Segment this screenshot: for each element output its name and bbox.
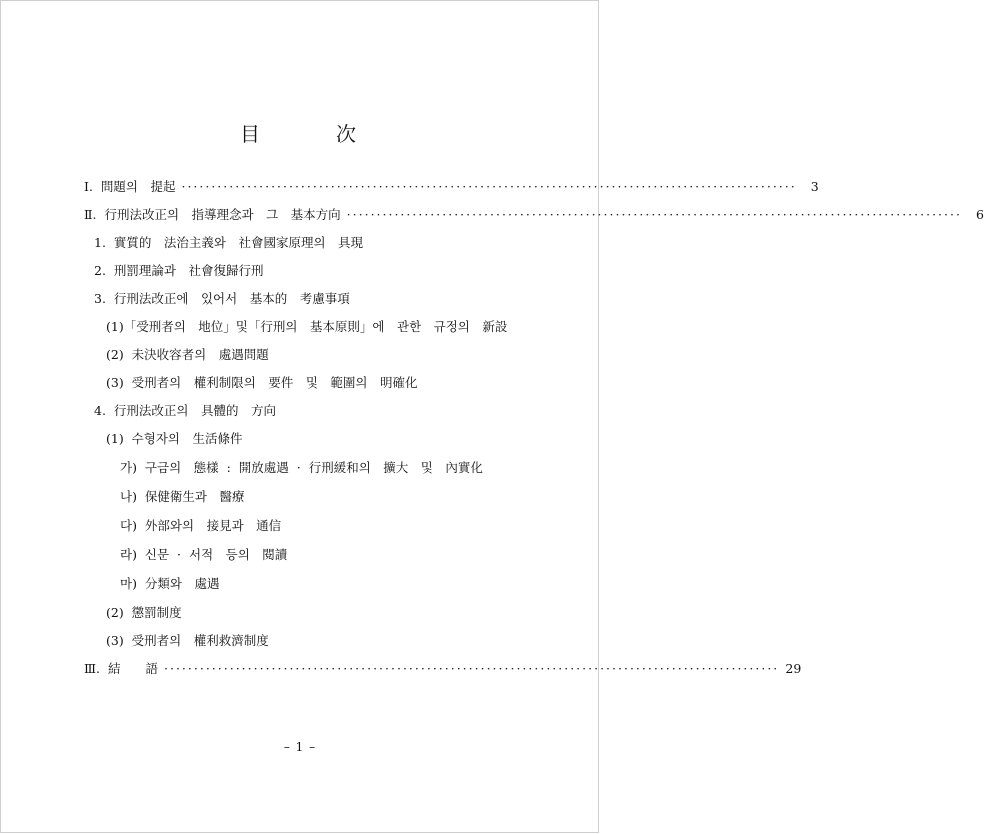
toc-entry-item[interactable] [120, 486, 550, 508]
toc-entry-section-1[interactable] [94, 232, 524, 254]
toc-entry-label: (2) 懲罰制度 [106, 605, 182, 620]
toc-entry-section-2[interactable] [94, 260, 524, 282]
toc-entry-item[interactable] [120, 457, 550, 479]
toc-entry-section-4[interactable] [94, 400, 524, 422]
toc-entry-label: 1. 實質的 法治主義와 社會國家原理의 具現 [94, 235, 364, 250]
toc-entry-label: 2. 刑罰理論과 社會復歸行刑 [94, 263, 264, 278]
toc-entry-label: 나) 保健衛生과 醫療 [120, 489, 245, 504]
toc-entry-item[interactable] [120, 515, 550, 537]
toc-entry-label: 마) 分類와 處遇 [120, 576, 220, 591]
toc-leader-dots: ······································································································· [164, 661, 780, 676]
toc-entry-label: (2) 未決收容者의 處遇問題 [106, 347, 269, 362]
toc-page-number: 3 [810, 179, 819, 194]
toc-entry-part-3[interactable] [84, 658, 802, 680]
toc-entry-label: 3. 行刑法改正에 있어서 基本的 考慮事項 [94, 291, 350, 306]
toc-entry-label: 가) 구금의 態樣 : 開放處遇 · 行刑緩和의 擴大 및 內實化 [120, 460, 483, 475]
toc-entry-label: Ⅲ. 結 語 [84, 661, 159, 676]
toc-entry-label: 4. 行刑法改正의 具體的 方向 [94, 403, 276, 418]
toc-entry-label: 다) 外部와의 接見과 通信 [120, 518, 282, 533]
toc-entry-item[interactable] [120, 573, 550, 595]
toc-leader-dots: ······································································································· [346, 207, 962, 222]
page-number-footer: – 1 – [283, 740, 317, 754]
toc-leader-dots: ······································································································· [181, 179, 797, 194]
toc-entry-section-3[interactable] [94, 288, 524, 310]
toc-entry-label: 라) 신문 · 서적 등의 閱讀 [120, 547, 288, 562]
toc-entry-label: (1) 수형자의 生活條件 [106, 431, 243, 446]
toc-entry-subsection[interactable] [106, 316, 536, 338]
toc-entry-label: (3) 受刑者의 權利制限의 要件 및 範圍의 明確化 [106, 375, 418, 390]
toc-entry-label: (1)「受刑者의 地位」및「行刑의 基本原則」에 관한 규정의 新設 [106, 319, 508, 334]
toc-entry-subsection[interactable] [106, 630, 536, 652]
toc-entry-label: Ⅰ. 問題의 提起 [84, 179, 176, 194]
toc-page-number: 6 [975, 207, 984, 222]
toc-entry-part-1[interactable] [84, 176, 819, 198]
toc-page-number: 29 [785, 661, 802, 676]
toc-entry-subsection[interactable] [106, 372, 536, 394]
toc-entry-part-2[interactable] [84, 204, 984, 226]
toc-entry-item[interactable] [120, 544, 550, 566]
toc-entry-label: (3) 受刑者의 權利救濟制度 [106, 633, 269, 648]
toc-entry-subsection[interactable] [106, 344, 536, 366]
toc-entry-label: Ⅱ. 行刑法改正의 指導理念과 그 基本方向 [84, 207, 341, 222]
toc-entry-subsection[interactable] [106, 602, 536, 624]
toc-entry-subsection[interactable] [106, 428, 536, 450]
page-title: 目 次 [240, 122, 360, 146]
